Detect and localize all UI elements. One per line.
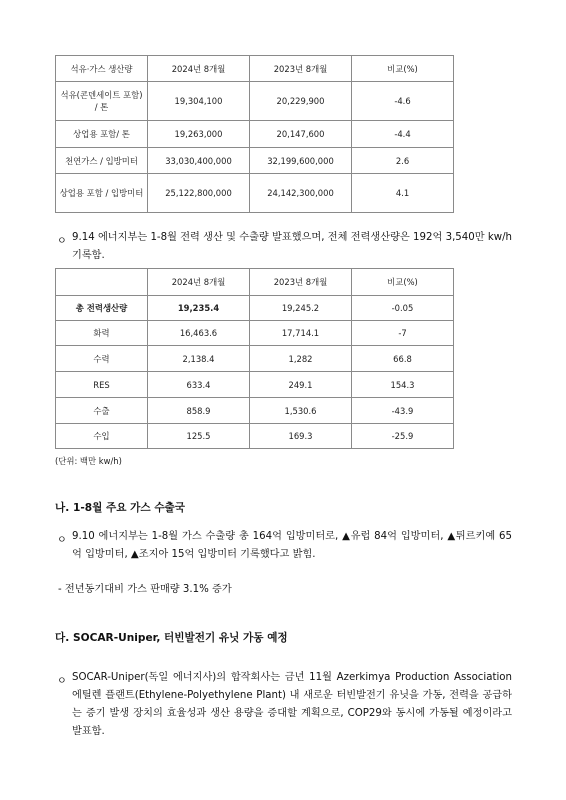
table-row [56,121,454,148]
value-2023: 20,147,600 [250,121,352,148]
comparison-percent: -4.6 [352,82,454,121]
table-row [56,174,454,213]
oil-gas-production-table [55,55,454,213]
value-2024: 16,463.6 [148,321,250,346]
value-2024: 125.5 [148,424,250,449]
table-row [56,398,454,424]
value-2024: 858.9 [148,398,250,424]
unit-note: (단위: 백만 kw/h) [55,456,122,466]
comparison-percent: -0.05 [352,296,454,321]
value-2023: 17,714.1 [250,321,352,346]
table-row [56,424,454,449]
comparison-percent: -4.4 [352,121,454,148]
value-2024: 633.4 [148,372,250,398]
socar-uniper-paragraph: SOCAR-Uniper(독일 에너지사)의 합작회사는 금년 11월 Azerkimya Production Association 에틸렌 플랜트(Ethylene-Polyethylene Plant) 내 새로운 터빈발전기 유닛을 가동, 전력을 공급하는 증기 발생 장치의 효율성과 생산 용량을 증대할 계획으로, COP29와 동시에 가동될 예정이라고 발표함. [72,672,512,737]
value-2023: 24,142,300,000 [250,174,352,213]
value-2023: 20,229,900 [250,82,352,121]
table-row [56,372,454,398]
row-label: 상업용 포함/ 톤 [56,121,148,148]
row-label: 상업용 포함 / 입방미터 [56,174,148,213]
table-header-row [56,269,454,296]
section-title-socar-uniper: 다. SOCAR-Uniper, 터빈발전기 유닛 가동 예정 [55,632,288,644]
table-header-cell: 석유·가스 생산량 [56,56,148,82]
value-2024: 19,304,100 [148,82,250,121]
value-2024: 19,263,000 [148,121,250,148]
row-label: 화력 [56,321,148,346]
section-title-gas-export: 나. 1-8월 주요 가스 수출국 [55,502,186,514]
table-header-cell [56,269,148,296]
value-2023: 19,245.2 [250,296,352,321]
value-2023: 1,530.6 [250,398,352,424]
power-production-paragraph: 9.14 에너지부는 1-8월 전력 생산 및 수출량 발표했으며, 전체 전력생산량은 192억 3,540만 kw/h 기록함. [72,232,512,261]
value-2023: 32,199,600,000 [250,148,352,174]
table-header-cell: 2024년 8개월 [148,269,250,296]
table-header-cell: 2024년 8개월 [148,56,250,82]
table-header-cell: 비교(%) [352,269,454,296]
comparison-percent: -25.9 [352,424,454,449]
table-row [56,148,454,174]
gas-export-paragraph: 9.10 에너지부는 1-8월 가스 수출량 총 164억 입방미터로, ▲유럽 84억 입방미터, ▲튀르키예 65억 입방미터, ▲조지아 15억 입방미터 기록했다고 밝힘. [72,531,512,560]
row-label: 총 전력생산량 [56,296,148,321]
comparison-percent: 66.8 [352,346,454,372]
comparison-percent: 154.3 [352,372,454,398]
value-2024: 2,138.4 [148,346,250,372]
comparison-percent: -7 [352,321,454,346]
power-production-table [55,268,454,449]
row-label: 수출 [56,398,148,424]
comparison-percent: 4.1 [352,174,454,213]
table-row [56,296,454,321]
row-label: RES [56,372,148,398]
gas-sales-note: - 전년동기대비 가스 판매량 3.1% 증가 [58,584,232,595]
value-2023: 1,282 [250,346,352,372]
comparison-percent: 2.6 [352,148,454,174]
value-2023: 249.1 [250,372,352,398]
comparison-percent: -43.9 [352,398,454,424]
paragraph-bullet: ㅇ [57,535,67,546]
row-label: 석유(콘덴세이트 포함) / 톤 [56,82,148,121]
paragraph-bullet: ㅇ [57,676,67,687]
paragraph-bullet: ㅇ [57,236,67,247]
table-header-cell: 2023년 8개월 [250,56,352,82]
table-row [56,321,454,346]
table-row [56,82,454,121]
row-label: 천연가스 / 입방미터 [56,148,148,174]
value-2023: 169.3 [250,424,352,449]
table-header-cell: 2023년 8개월 [250,269,352,296]
row-label: 수입 [56,424,148,449]
table-header-cell: 비교(%) [352,56,454,82]
row-label: 수력 [56,346,148,372]
table-row [56,346,454,372]
value-2024: 19,235.4 [148,296,250,321]
value-2024: 25,122,800,000 [148,174,250,213]
value-2024: 33,030,400,000 [148,148,250,174]
table-header-row [56,56,454,82]
